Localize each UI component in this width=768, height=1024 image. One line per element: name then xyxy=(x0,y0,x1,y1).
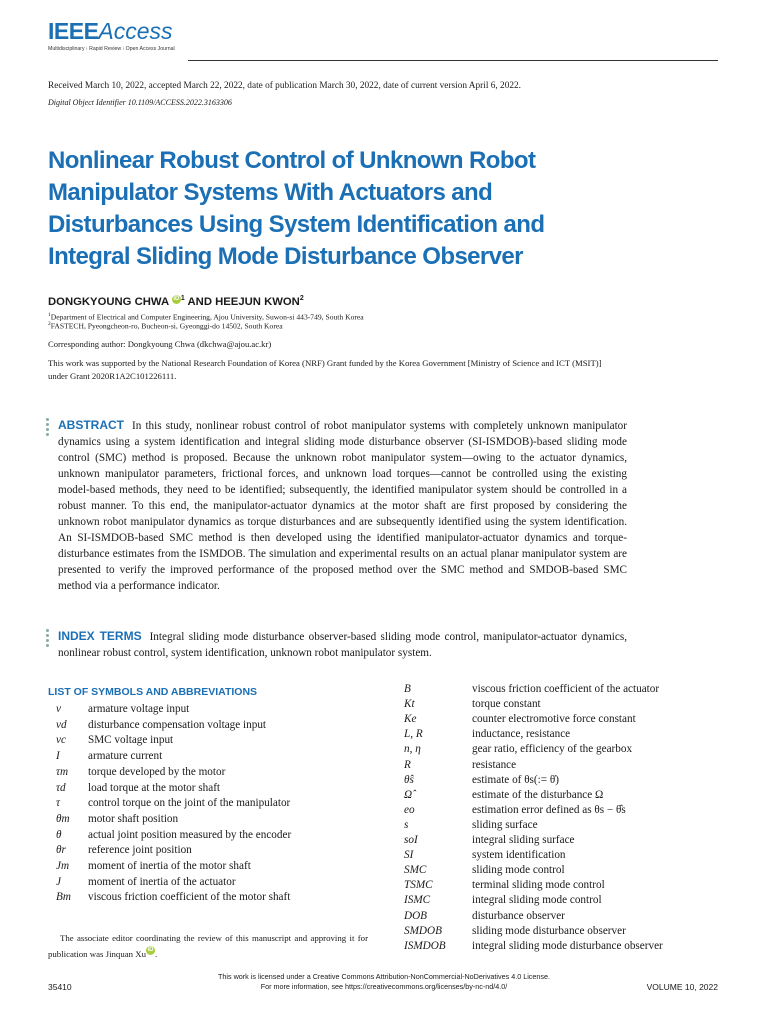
symbol-description: sliding mode disturbance observer xyxy=(472,924,626,937)
symbol: Kt xyxy=(404,698,415,711)
author-2-affil: 2 xyxy=(299,295,304,302)
symbol: θ xyxy=(56,828,62,841)
symbol-description: load torque at the motor shaft xyxy=(88,781,221,794)
symbol: v xyxy=(56,703,61,715)
received-dates: Received March 10, 2022, accepted March 22, 2022, date of publication March 30, 2022, date of current version April 6, 2022. xyxy=(48,81,521,91)
symbol-description: sliding mode control xyxy=(472,864,565,877)
header-rule xyxy=(188,60,718,61)
symbol: Ke xyxy=(404,713,417,726)
license-link[interactable]: For more information, see https://creativecommons.org/licenses/by-nc-nd/4.0/ xyxy=(260,982,508,991)
symbol: L, R xyxy=(404,728,423,741)
symbol-description: disturbance observer xyxy=(472,909,565,922)
orcid-icon[interactable]: iD xyxy=(173,296,180,302)
symbol-description: armature current xyxy=(88,750,163,763)
corresponding-author: Corresponding author: Dongkyoung Chwa (dkchwa@ajou.ac.kr) xyxy=(48,339,272,349)
index-terms-text: Integral sliding mode disturbance observer-based sliding mode control, manipulator-actuator dynamics, nonlinear robust control, system identification, unknown robot manipulator system. xyxy=(58,631,628,659)
affiliation-text: Department of Electrical and Computer Engineering, Ajou University, Suwon-si 443-749, South Korea xyxy=(50,312,364,322)
symbol-description: counter electromotive force constant xyxy=(472,713,636,726)
index-terms xyxy=(58,628,627,661)
symbol-description: viscous friction coefficient of the motor shaft xyxy=(88,891,291,904)
symbol: ISMC xyxy=(404,894,431,907)
logo-ieee: IEEE xyxy=(48,18,99,44)
license-line[interactable]: This work is licensed under a Creative Commons Attribution-NonCommercial-NoDerivatives 4.0 License. xyxy=(218,972,550,981)
symbol-description: motor shaft position xyxy=(88,812,179,825)
symbol: vd xyxy=(56,718,67,731)
symbol-description: estimate of the disturbance Ω xyxy=(472,788,604,801)
title-line: Nonlinear Robust Control of Unknown Robot xyxy=(48,147,536,174)
abstract xyxy=(58,417,627,594)
symbol: τ xyxy=(56,797,61,810)
funding-note: This work was supported by the National Research Foundation of Korea (NRF) Grant funded by the Korea Government [Ministry of Science and ICT (MSIT)] under Grant 2020R1A2C101226111. xyxy=(48,358,602,381)
symbol: SMC xyxy=(404,864,427,877)
affiliation-num: 1 xyxy=(48,312,51,318)
title-line: Manipulator Systems With Actuators and xyxy=(48,179,493,206)
abstract-text: In this study, nonlinear robust control of robot manipulator systems with completely unknown manipulator dynamics using a system identification and integral sliding mode disturbance observer (SI-ISMDOB)-based sliding mode control (SMC) method is proposed. Because the unknown robot manipulator system—owing to the actuator dynamics, unknown manipulator parameters, frictional forces, and unknown load torques—cannot be controlled using the existing model-based methods, they need to be identified; subsequently, the identified manipulator system should be controlled in a robust manner. To this end, the manipulator-actuator dynamics at the motor shaft are first proposed by considering the unknown robot manipulator dynamics as torque disturbances and are subsequently identified using the system identification. An SI-ISMDOB-based SMC method is then developed using the identified manipulator-actuator dynamics and torque-disturbance estimates from the ISMDOB. The simulation and experimental results on an actual planar manipulator system are presented to verify the improved performance of the proposed method over the SMC method and SMDOB-based SMC method via a performance indicator. xyxy=(58,420,627,592)
symbol-description: control torque on the joint of the manipulator xyxy=(88,797,291,810)
symbol-description: moment of inertia of the actuator xyxy=(88,875,236,888)
symbol-description: inductance, resistance xyxy=(472,728,571,741)
symbol-description: terminal sliding mode control xyxy=(472,879,605,892)
orcid-icon[interactable]: iD xyxy=(147,947,154,953)
symbol-description: disturbance compensation voltage input xyxy=(88,718,267,731)
symbols-heading: LIST OF SYMBOLS AND ABBREVIATIONS xyxy=(48,686,258,698)
symbol: θm xyxy=(56,812,70,825)
logo-tagline: Multidisciplinary ⁝ Rapid Review ⁝ Open Access Journal xyxy=(48,46,175,52)
doi[interactable]: Digital Object Identifier 10.1109/ACCESS.2022.3163306 xyxy=(48,98,232,107)
symbol: Ω̂ xyxy=(404,788,413,801)
index-terms-label: INDEX TERMS xyxy=(58,629,142,643)
symbol-description: SMC voltage input xyxy=(88,734,174,747)
symbol: J xyxy=(56,875,61,888)
symbol: τm xyxy=(56,765,69,778)
affiliation-2 xyxy=(48,321,283,331)
symbol-description: system identification xyxy=(472,849,566,862)
symbol: ISMDOB xyxy=(404,939,446,952)
page-number: 35410 xyxy=(48,982,72,992)
symbol-description: viscous friction coefficient of the actuator xyxy=(472,683,660,695)
symbol-description: torque constant xyxy=(472,698,541,711)
symbol: Bm xyxy=(56,891,71,904)
journal-logo xyxy=(48,20,175,52)
section-marker-icon xyxy=(45,418,51,438)
author-1-affil: 1 xyxy=(180,295,185,302)
symbol: soI xyxy=(404,834,418,846)
symbol: DOB xyxy=(404,909,427,922)
symbol-description: estimation error defined as θs − θ̂s xyxy=(472,803,626,816)
symbol: s xyxy=(404,818,409,831)
symbol-description: sliding surface xyxy=(472,818,538,831)
volume-label: VOLUME 10, 2022 xyxy=(646,982,718,992)
logo-access: Access xyxy=(98,18,173,44)
symbol: SI xyxy=(404,849,414,862)
symbol: n, η xyxy=(404,743,421,756)
editor-note: The associate editor coordinating the review of this manuscript and approving it for publication was Jinquan Xu iD . xyxy=(48,933,368,959)
authors xyxy=(48,295,304,308)
affiliation-num: 2 xyxy=(48,321,51,327)
symbol: R xyxy=(404,758,411,771)
symbol-description: moment of inertia of the motor shaft xyxy=(88,860,251,872)
author-1[interactable]: DONGKYOUNG CHWA xyxy=(48,295,169,308)
symbol-description: resistance xyxy=(472,758,517,771)
author-2[interactable]: AND HEEJUN KWON xyxy=(187,295,300,308)
symbol-description: reference joint position xyxy=(88,844,192,857)
title-line: Integral Sliding Mode Disturbance Observer xyxy=(48,243,523,270)
symbol: θ̂s xyxy=(404,773,414,786)
symbol-description: integral sliding mode control xyxy=(472,894,602,907)
symbol-description: estimate of θs(:= θ̇) xyxy=(472,773,559,786)
symbol: eo xyxy=(404,803,415,816)
symbol: Jm xyxy=(56,860,70,872)
symbol: B xyxy=(404,683,411,695)
symbol: TSMC xyxy=(404,879,433,892)
symbol-description: integral sliding mode disturbance observer xyxy=(472,939,663,952)
affiliation-text: FASTECH, Pyeongcheon-ro, Bucheon-si, Gyeonggi-do 14502, South Korea xyxy=(50,321,283,331)
symbol: I xyxy=(56,750,60,763)
symbol-description: gear ratio, efficiency of the gearbox xyxy=(472,743,633,756)
editor-note-text: The associate editor coordinating the review of this manuscript and approving it for publication was Jinquan Xu xyxy=(48,933,368,959)
abstract-label: ABSTRACT xyxy=(58,418,124,432)
symbol: SMDOB xyxy=(404,924,442,937)
symbol-description: torque developed by the motor xyxy=(88,765,226,778)
paper-title xyxy=(48,145,708,273)
title-line: Disturbances Using System Identification and xyxy=(48,211,545,238)
section-marker-icon xyxy=(45,629,51,649)
symbol: τd xyxy=(56,781,66,794)
symbol: θr xyxy=(56,844,66,857)
symbol-description: actual joint position measured by the encoder xyxy=(88,828,292,841)
symbol-description: armature voltage input xyxy=(88,703,190,715)
symbol: vc xyxy=(56,734,66,747)
symbol-description: integral sliding surface xyxy=(472,834,575,846)
